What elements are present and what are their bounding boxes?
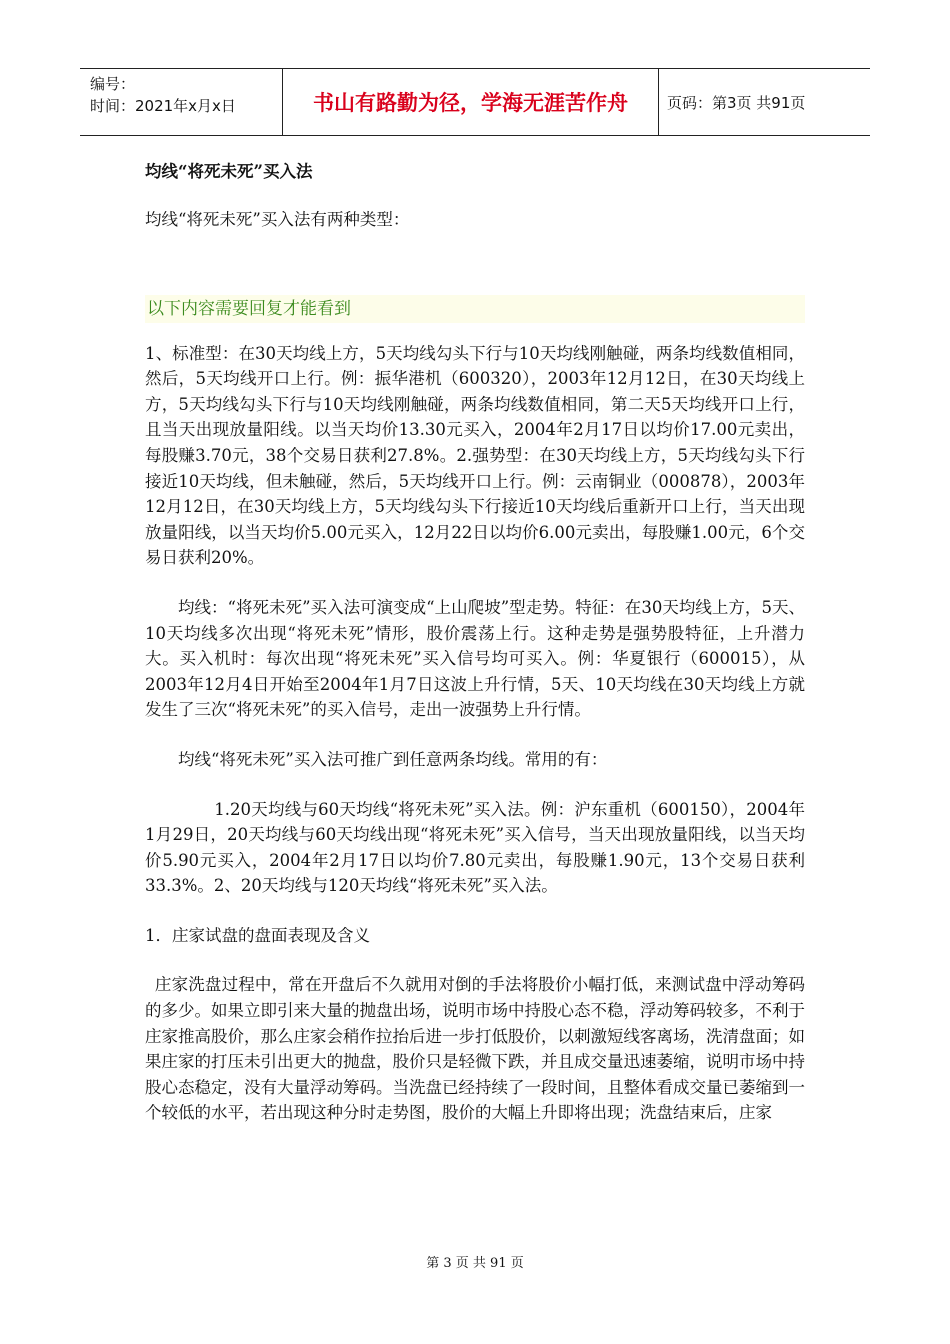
paragraph-uphill: 均线：“将死未死”买入法可演变成“上山爬坡”型走势。特征：在30天均线上方，5天、10天均线多次出现“将死未死”情形，股价震荡上行。这种走势是强势股特征，上升潜力大。买入机时：每次出现“将死未死”买入信号均可买入。例：华夏银行（600015），从2003年12月4日开始至2004年1月7日这波上升行情，5天、10天均线在30天均线上方就发生了三次“将死未死”的买入信号，走出一波强势上升行情。: [145, 597, 805, 720]
paragraph-types: 1、标准型：在30天均线上方，5天均线勾头下行与10天均线刚触碰，两条均线数值相同，然后，5天均线开口上行。例：振华港机（600320），2003年12月12日，在30天均线上方，5天均线勾头下行与10天均线刚触碰，两条均线数值相同，第二天5天均线开口上行，且当天出现放量阳线。以当天均价13.30元买入，2004年2月17日以均价17.00元卖出，每股赚3.70元，38个交易日获利27.8%。2.强势型：在30天均线上方，5天均线勾头下行接近10天均线，但未触碰，然后，5天均线开口上行。例：云南铜业（000878），2003年12月12日，在30天均线上方，5天均线勾头下行接近10天均线后重新开口上行，当天出现放量阳线，以当天均价5.00元买入，12月22日以均价6.00元卖出，每股赚1.00元，6个交易日获利20%。: [145, 343, 805, 568]
document-body: [145, 150, 805, 1126]
header-meta: [80, 69, 283, 135]
subsection-heading: 1．庄家试盘的盘面表现及含义: [145, 925, 370, 945]
paragraph-example-20-60: 1.20天均线与60天均线“将死未死”买入法。例：沪东重机（600150），2004年1月29日，20天均线与60天均线出现“将死未死”买入信号，当天出现放量阳线，以当天均价5.90元买入，2004年2月17日以均价7.80元卖出，每股赚1.90元，13个交易日获利33.3%。2、20天均线与120天均线“将死未死”买入法。: [145, 799, 805, 896]
paragraph-test-trading: 庄家洗盘过程中，常在开盘后不久就用对倒的手法将股价小幅打低，来测试盘中浮动筹码的多少。如果立即引来大量的抛盘出场，说明市场中持股心态不稳，浮动筹码较多，不利于庄家推高股价，那么庄家会稍作拉抬后进一步打低股价，以刺激短线客离场，洗清盘面；如果庄家的打压未引出更大的抛盘，股价只是轻微下跌，并且成交量迅速萎缩，说明市场中持股心态稳定，没有大量浮动筹码。当洗盘已经持续了一段时间，且整体看成交量已萎缩到一个较低的水平，若出现这种分时走势图，股价的大幅上升即将出现；洗盘结束后，庄家: [145, 975, 805, 1123]
document-header: [80, 68, 870, 136]
hidden-content-notice: 以下内容需要回复才能看到: [145, 295, 805, 323]
header-motto: 书山有路勤为径，学海无涯苦作舟: [283, 69, 659, 135]
page-footer: 第 3 页 共 91 页: [426, 1256, 524, 1271]
number-label: 编号：: [90, 75, 136, 93]
intro-paragraph: 均线“将死未死”买入法有两种类型：: [145, 210, 410, 229]
header-page-label: 页码：第3页 共91页: [667, 93, 806, 112]
date-label: 时间：2021年x月x日: [90, 97, 236, 115]
paragraph-generalize: 均线“将死未死”买入法可推广到任意两条均线。常用的有：: [178, 749, 608, 769]
section-title: 均线“将死未死”买入法: [145, 162, 313, 181]
